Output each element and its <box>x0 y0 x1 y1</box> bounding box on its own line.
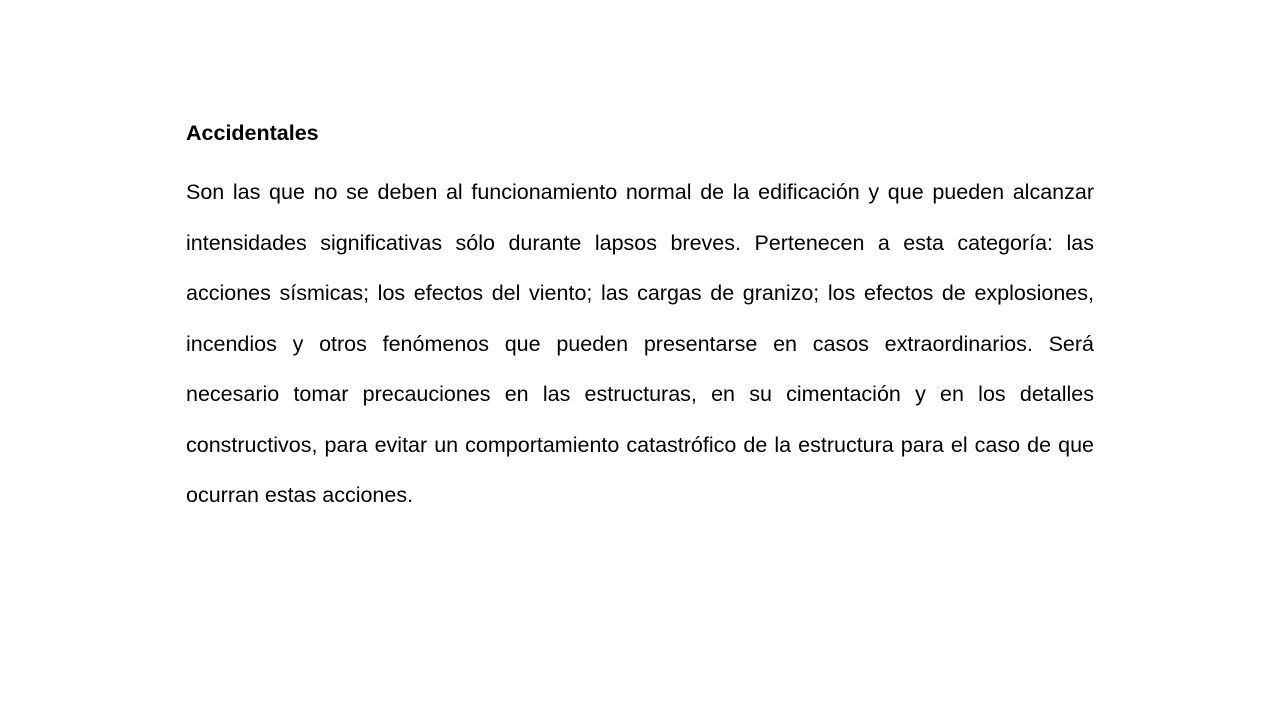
body-paragraph: Son las que no se deben al funcionamiento normal de la edificación y que pueden alcanzar intensidades significativas sólo durante lapsos breves. Pertenecen a esta categoría: las acciones sísmicas; los efectos del viento; las cargas de granizo; los efectos de explosiones, incendios y otros fenómenos que pueden presentarse en casos extraordinarios. Será necesario tomar precauciones en las estructuras, en su cimentación y en los detalles constructivos, para evitar un comportamiento catastrófico de la estructura para el caso de que ocurran estas acciones. <box>186 180 1094 507</box>
slide-content <box>186 118 1094 521</box>
section-heading: Accidentales <box>186 121 319 145</box>
